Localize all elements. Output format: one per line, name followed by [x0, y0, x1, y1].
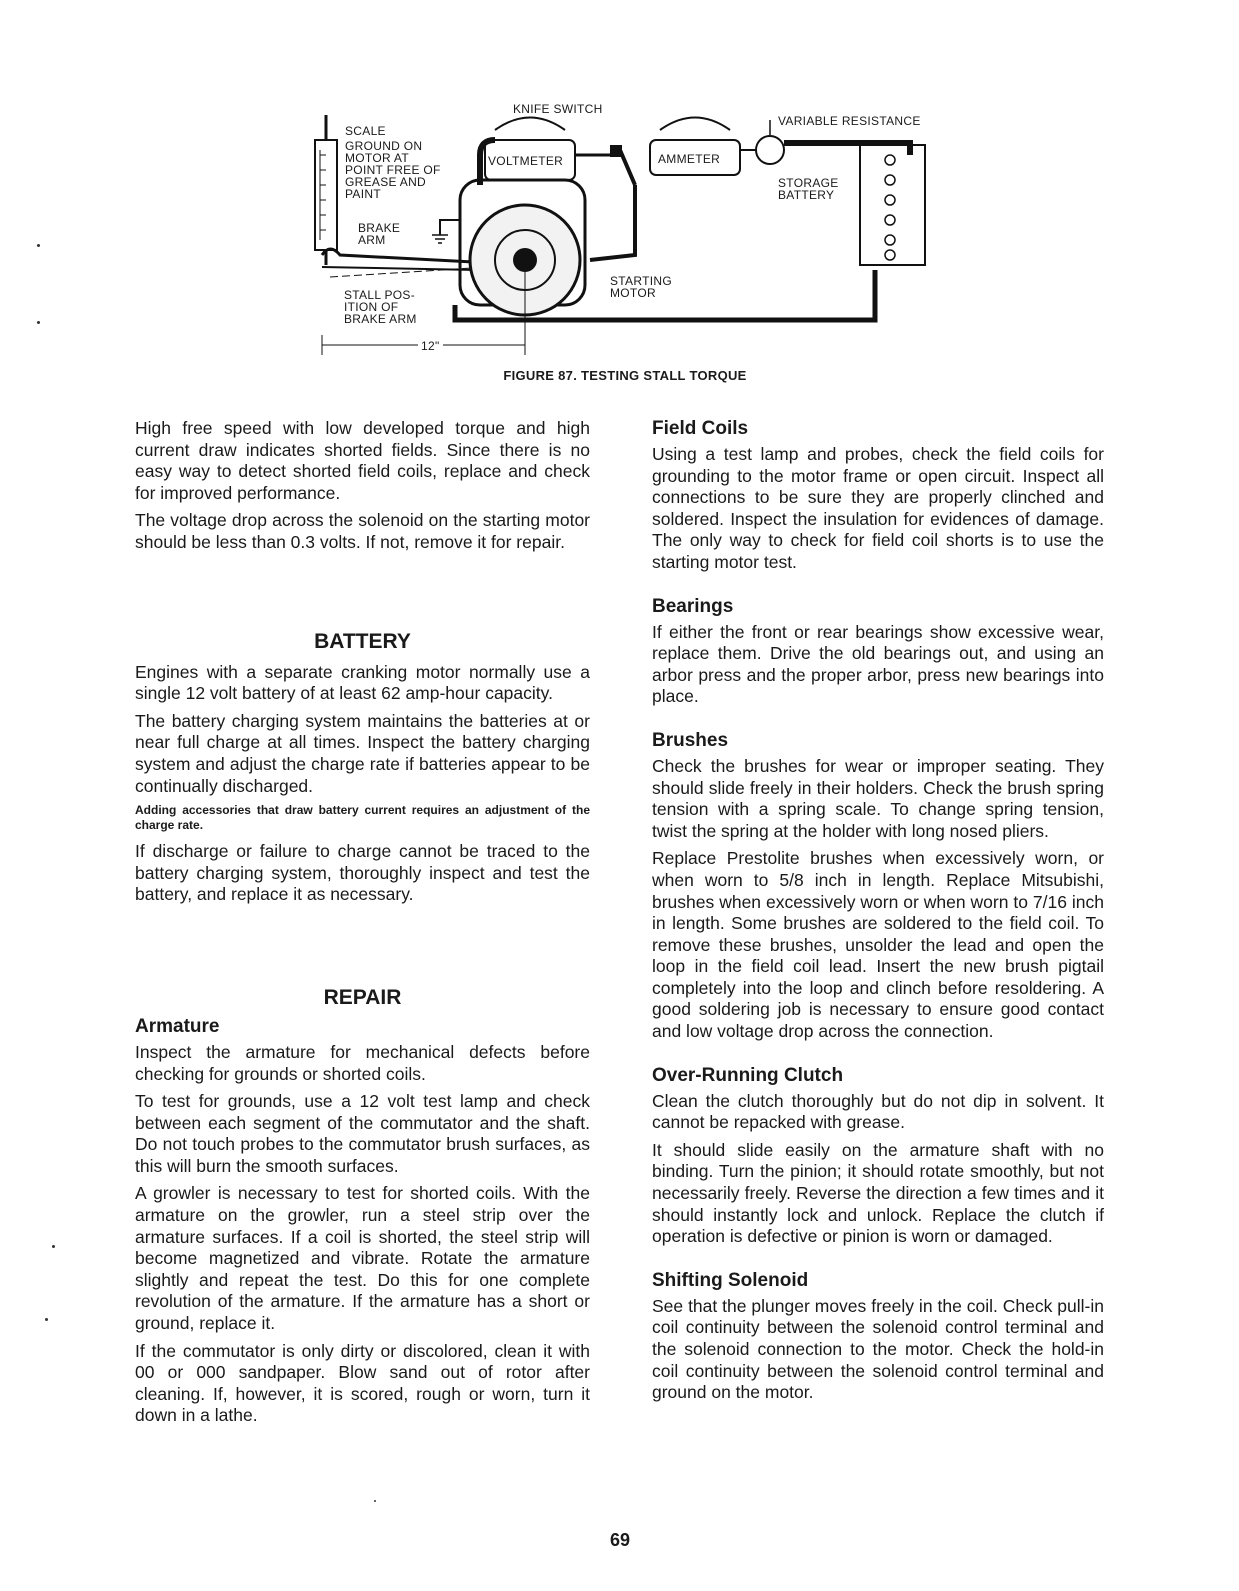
figure-caption: FIGURE 87. TESTING STALL TORQUE	[503, 368, 747, 383]
label-ammeter: AMMETER	[658, 152, 721, 166]
storage-battery-icon	[860, 145, 925, 265]
scan-speck	[52, 1245, 55, 1248]
spring-scale-icon	[315, 115, 337, 265]
left-column	[135, 418, 590, 1433]
armature-paragraph-1: Inspect the armature for mechanical defects before checking for grounds or shorted coils.	[135, 1041, 590, 1084]
label-variable-resistance: VARIABLE RESISTANCE	[778, 114, 921, 128]
bearings-paragraph: If either the front or rear bearings show excessive wear, replace them. Drive the old bearings out, and using an arbor press and the proper arbor, press new bearings into place.	[652, 621, 1104, 707]
clutch-paragraph-2: It should slide easily on the armature shaft with no binding. Turn the pinion; it should rotate smoothly, but not necessarily freely. Reverse the direction a few times and it should instantly lock and unlock. Replace the clutch if operation is defective or pinion is worn or damaged.	[652, 1139, 1104, 1247]
right-column	[652, 418, 1104, 1410]
voltmeter-icon	[485, 118, 575, 181]
clutch-paragraph-1: Clean the clutch thoroughly but do not dip in solvent. It cannot be repacked with grease.	[652, 1090, 1104, 1133]
armature-paragraph-3: A growler is necessary to test for shorted coils. With the armature on the growler, run a steel strip over the armature surfaces. If a coil is shorted, the steel strip will become magnetized and vibrate. Rotate the armature slightly and repeat the test. Do this for one complete revolution of the armature. If the armature has a short or ground, replace it.	[135, 1183, 590, 1334]
battery-note: Adding accessories that draw battery current requires an adjustment of the charge rate.	[135, 803, 590, 833]
armature-heading: Armature	[135, 1015, 220, 1037]
label-storage-battery: STORAGE BATTERY	[778, 176, 839, 202]
brushes-paragraph-2: Replace Prestolite brushes when excessively worn, or when worn to 5/8 inch in length. Replace Mitsubishi, brushes when excessively worn or when worn to 7/16 inch in length. Some brushes are soldered to the field coil. To remove these brushes, unsolder the lead and open the loop in the field coil lead. Insert the new brush pigtail completely into the loop and clinch before resoldering. A good soldering job is necessary to ensure good contact and low voltage drop across the connection.	[652, 848, 1104, 1042]
ammeter-icon	[650, 118, 740, 176]
field-coils-heading: Field Coils	[652, 418, 749, 439]
battery-paragraph-1: Engines with a separate cranking motor normally use a single 12 volt battery of at least 62 amp-hour capacity.	[135, 661, 590, 704]
battery-paragraph-2: The battery charging system maintains the batteries at or near full charge at all times. Inspect the battery charging system and adjust the charge rate if batteries appear to be continually discharged.	[135, 710, 590, 796]
armature-paragraph-4: If the commutator is only dirty or discolored, clean it with 00 or 000 sandpaper. Blow sand out of rotor after cleaning. If, however, it is scored, rough or worn, turn it down in a lathe.	[135, 1340, 590, 1426]
knife-switch-icon	[610, 145, 635, 185]
bearings-heading: Bearings	[652, 595, 734, 617]
page-number: 69	[609, 1530, 631, 1550]
label-scale: SCALE	[345, 124, 386, 138]
label-knife-switch: KNIFE SWITCH	[513, 102, 603, 116]
label-brake-arm: BRAKE ARM	[358, 221, 401, 247]
scan-speck	[45, 1318, 48, 1321]
intro-paragraph-2: The voltage drop across the solenoid on the starting motor should be less than 0.3 volts. If not, remove it for repair.	[135, 510, 590, 552]
repair-heading: REPAIR	[323, 985, 402, 1009]
scan-speck	[37, 321, 40, 324]
battery-paragraph-3: If discharge or failure to charge cannot be traced to the battery charging system, thoroughly inspect and test the battery, and replace it as necessary.	[135, 841, 590, 905]
label-ground: GROUND ON MOTOR AT POINT FREE OF GREASE AND PAINT	[345, 139, 441, 201]
field-coils-paragraph: Using a test lamp and probes, check the field coils for grounding to the motor frame or open circuit. Inspect all connections to be sure they are properly clinched and soldered. Inspect the insulation for evidences of damage. The only way to check for field coil shorts is to use the starting motor test.	[652, 444, 1104, 572]
solenoid-paragraph: See that the plunger moves freely in the coil. Check pull-in coil continuity between the solenoid control terminal and the solenoid connection to the motor. Check the hold-in coil continuity between the solenoid control terminal and ground on the motor.	[652, 1295, 1104, 1403]
armature-paragraph-2: To test for grounds, use a 12 volt test lamp and check between each segment of the commutator and the shaft. Do not touch probes to the commutator brush surfaces, as this will burn the smooth surfaces.	[135, 1091, 590, 1176]
stall-torque-figure	[300, 95, 950, 360]
brushes-heading: Brushes	[652, 729, 729, 751]
battery-heading: BATTERY	[314, 629, 411, 653]
intro-paragraph-1: High free speed with low developed torque and high current draw indicates shorted fields. Since there is no easy way to detect shorted field coils, replace and check for improved performance.	[135, 418, 590, 503]
clutch-heading: Over-Running Clutch	[652, 1064, 844, 1086]
solenoid-heading: Shifting Solenoid	[652, 1269, 809, 1291]
label-voltmeter: VOLTMETER	[488, 154, 564, 168]
scan-speck	[374, 1500, 376, 1502]
brushes-paragraph-1: Check the brushes for wear or improper seating. They should slide freely in their holders. Check the brush spring tension with a spring scale. To change spring tension, twist the spring at the holder with long nosed pliers.	[652, 755, 1104, 841]
label-starting-motor: STARTING MOTOR	[610, 274, 672, 300]
label-stall-position: STALL POS- ITION OF BRAKE ARM	[344, 288, 417, 326]
scan-speck	[37, 244, 40, 247]
label-dimension: 12"	[418, 340, 443, 352]
starting-motor-icon	[460, 180, 585, 315]
